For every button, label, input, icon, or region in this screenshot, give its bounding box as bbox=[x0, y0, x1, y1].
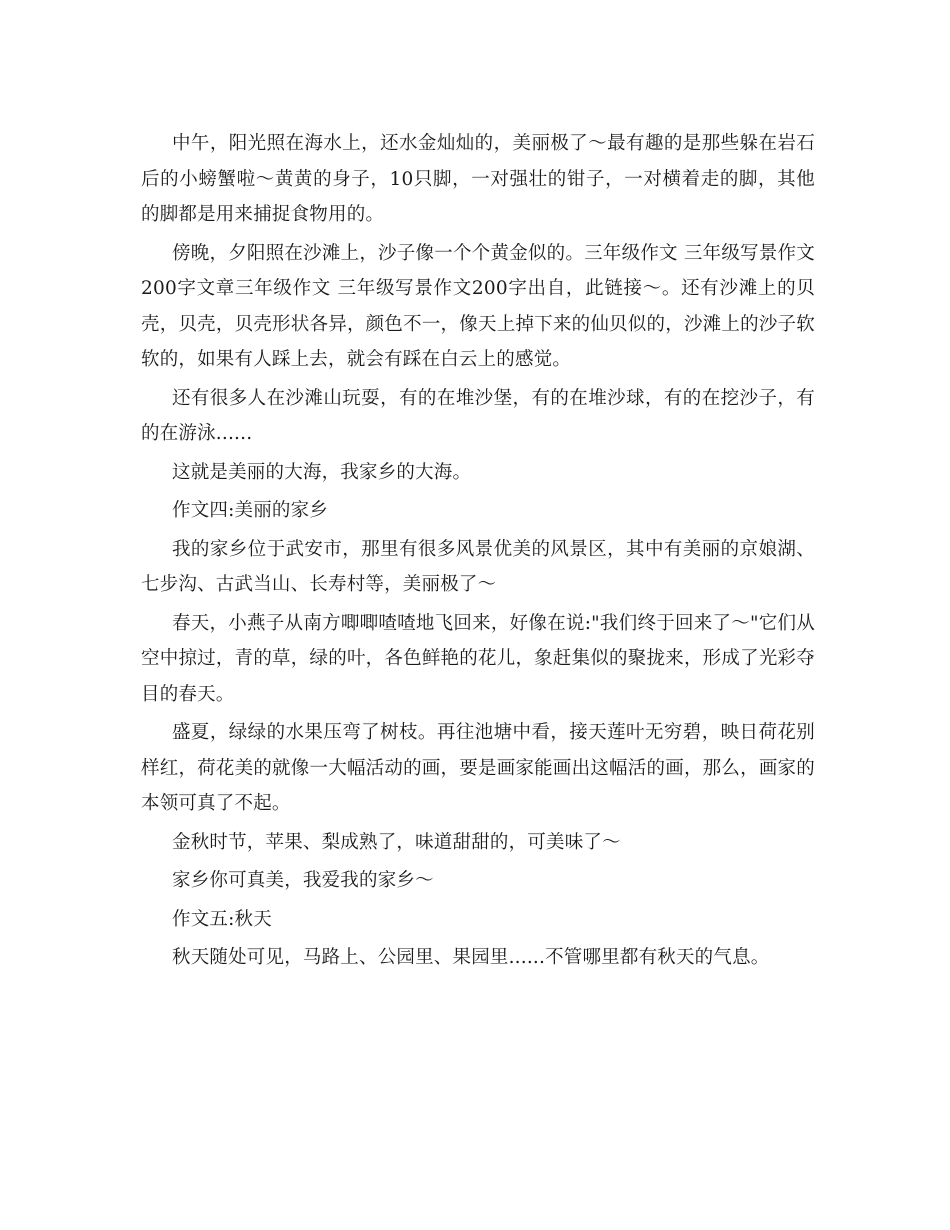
document-body bbox=[141, 126, 815, 979]
essay-four-heading: 作文四:美丽的家乡 bbox=[172, 500, 329, 521]
essay-five-heading: 作文五:秋天 bbox=[172, 908, 272, 930]
paragraph-hometown-conclusion: 家乡你可真美，我爱我的家乡～ bbox=[172, 870, 434, 891]
paragraph-hometown-intro: 我的家乡位于武安市，那里有很多风景优美的风景区，其中有美丽的京娘湖、七步沟、古武当山、长寿村等，美丽极了～ bbox=[141, 538, 815, 595]
paragraph-noon-beach: 中午，阳光照在海水上，还水金灿灿的，美丽极了～最有趣的是那些躲在岩石后的小螃蟹啦～黄黄的身子，10只脚，一对强壮的钳子，一对横着走的脚，其他的脚都是用来捕捉食物用的。 bbox=[141, 133, 815, 225]
paragraph-spring: 春天，小燕子从南方唧唧喳喳地飞回来，好像在说:"我们终于回来了～"它们从空中掠过，青的草，绿的叶，各色鲜艳的花儿，象赶集似的聚拢来，形成了光彩夺目的春天。 bbox=[141, 612, 815, 705]
paragraph-summer: 盛夏，绿绿的水果压弯了树枝。再往池塘中看，接天莲叶无穷碧，映日荷花别样红，荷花美的就像一大幅活动的画，要是画家能画出这幅活的画，那么，画家的本领可真了不起。 bbox=[141, 722, 815, 814]
paragraph-beach-play: 还有很多人在沙滩山玩耍，有的在堆沙堡，有的在堆沙球，有的在挖沙子，有的在游泳...... bbox=[141, 387, 815, 444]
paragraph-autumn-everywhere: 秋天随处可见，马路上、公园里、果园里......不管哪里都有秋天的气息。 bbox=[172, 947, 770, 968]
paragraph-evening-beach: 傍晚，夕阳照在沙滩上，沙子像一个个黄金似的。三年级作文 三年级写景作文200字文章三年级作文 三年级写景作文200字出自，此链接～。还有沙滩上的贝壳，贝壳，贝壳形状各异，颜色不一，像天上掉下来的仙贝似的，沙滩上的沙子软软的，如果有人踩上去，就会有踩在白云上的感觉。 bbox=[141, 242, 815, 370]
paragraph-autumn-harvest: 金秋时节，苹果、梨成熟了，味道甜甜的，可美味了～ bbox=[172, 831, 621, 853]
paragraph-sea-conclusion: 这就是美丽的大海，我家乡的大海。 bbox=[172, 461, 472, 483]
